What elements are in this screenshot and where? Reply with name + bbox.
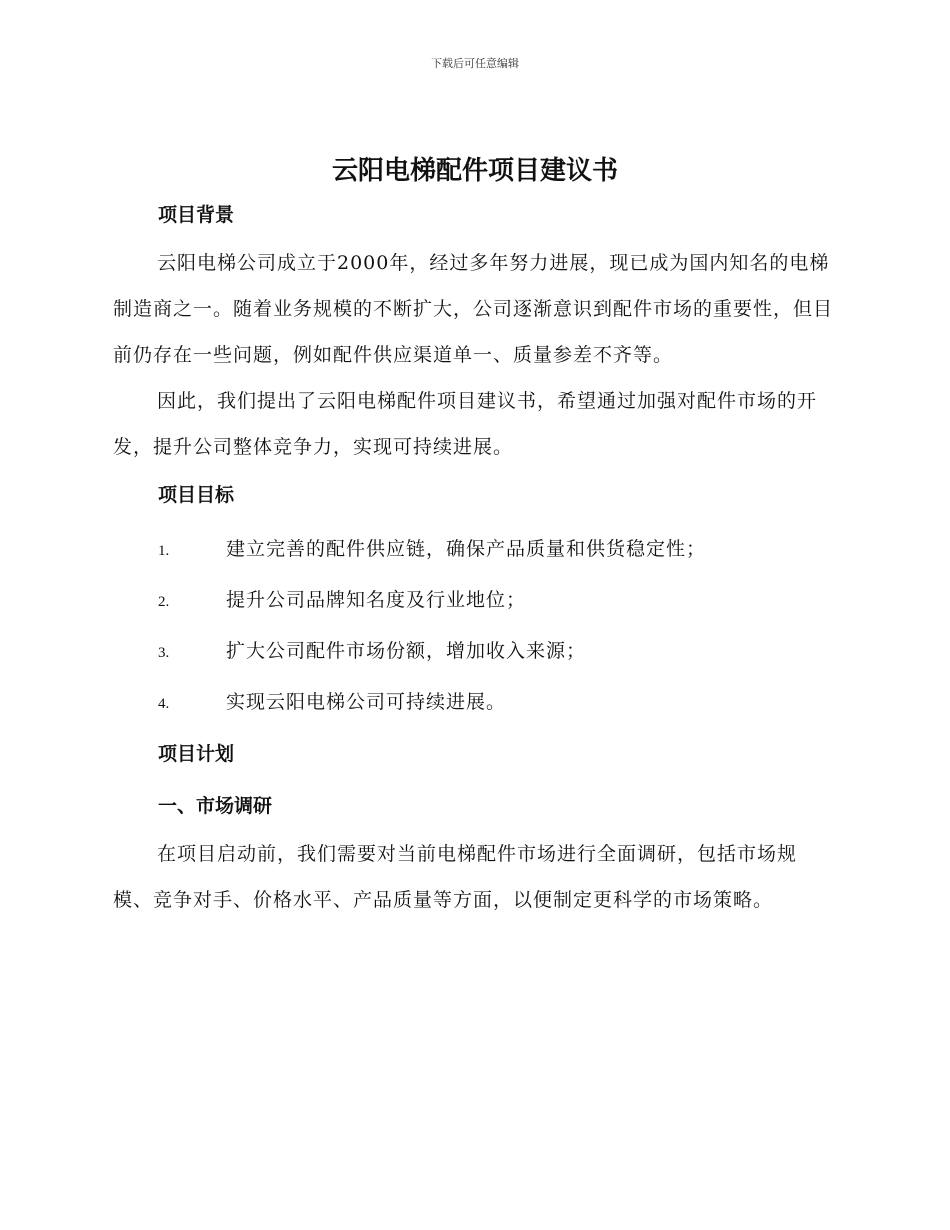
list-number: 1. <box>158 543 170 559</box>
list-text: 建立完善的配件供应链，确保产品质量和供货稳定性； <box>226 538 707 560</box>
list-number: 2. <box>158 594 170 610</box>
section-plan-heading-wrap <box>158 739 880 766</box>
paragraph: 云阳电梯公司成立于2000年，经过多年努力进展，现已成为国内知名的电梯制造商之一。随着业务规模的不断扩大，公司逐渐意识到配件市场的重要性，但目前仍存在一些问题，例如配件供应渠道单一、质量参差不齐等。 <box>113 252 834 366</box>
list-item <box>158 687 838 714</box>
header-note: 下载后可任意编辑 <box>431 57 519 70</box>
subheading-market-research: 一、市场调研 <box>158 795 273 817</box>
background-paragraph-2 <box>113 378 835 470</box>
section-goals-heading-wrap <box>158 480 880 507</box>
plan-paragraph <box>113 831 835 923</box>
background-paragraph-1 <box>113 240 835 378</box>
paragraph: 因此，我们提出了云阳电梯配件项目建议书，希望通过加强对配件市场的开发，提升公司整体竞争力，实现可持续进展。 <box>113 390 818 458</box>
paragraph: 在项目启动前，我们需要对当前电梯配件市场进行全面调研，包括市场规模、竞争对手、价格水平、产品质量等方面，以便制定更科学的市场策略。 <box>113 843 798 911</box>
section-heading-goals: 项目目标 <box>158 484 235 506</box>
list-number: 3. <box>158 645 170 661</box>
list-number: 4. <box>158 696 170 712</box>
section-background-heading-wrap <box>158 200 880 227</box>
section-heading-plan: 项目计划 <box>158 743 235 765</box>
list-item <box>158 636 838 663</box>
list-text: 提升公司品牌知名度及行业地位； <box>226 589 527 611</box>
list-item <box>158 585 838 612</box>
list-text: 扩大公司配件市场份额，增加收入来源； <box>226 640 587 662</box>
list-text: 实现云阳电梯公司可持续进展。 <box>226 691 507 713</box>
section-heading-background: 项目背景 <box>158 204 235 226</box>
section-plan-subheading-wrap <box>158 791 880 818</box>
document-title: 云阳电梯配件项目建议书 <box>331 156 618 186</box>
list-item <box>158 534 838 561</box>
